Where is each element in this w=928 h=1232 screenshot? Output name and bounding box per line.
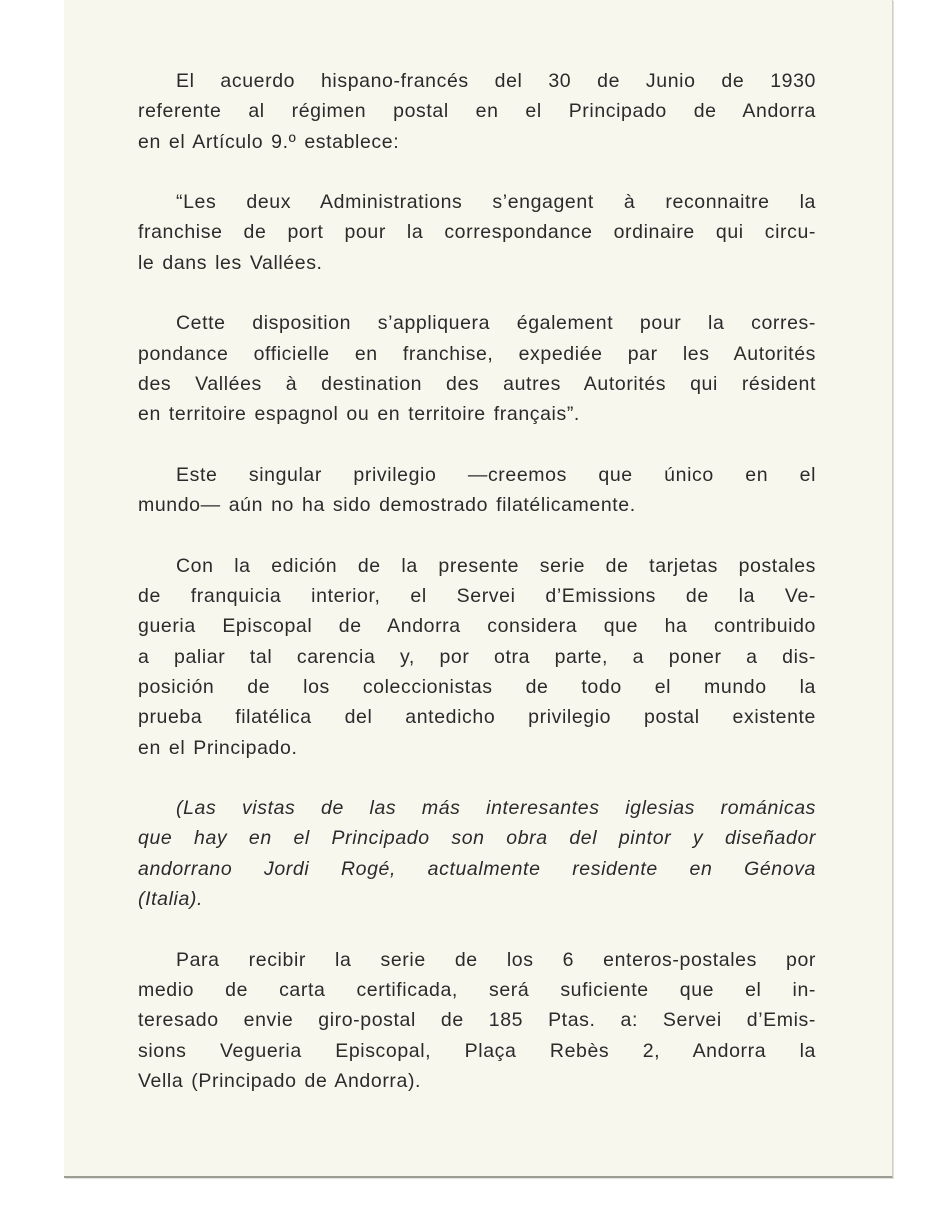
text-line: pondance officielle en franchise, expediée par les Autorités [138,342,816,365]
text-line: andorrano Jordi Rogé, actualmente residente en Génova [138,857,816,880]
text-line: Con la edición de la presente serie de tarjetas postales [176,554,816,577]
paragraph-order-info [138,945,816,1096]
text-line: en el Artículo 9.º establece: [138,130,400,153]
text-line: (Italia). [138,888,203,911]
text-line: le dans les Vallées. [138,251,323,274]
text-line: en el Principado. [138,736,298,759]
text-line: (Las vistas de las más interesantes iglesias románicas [176,797,816,820]
text-line: teresado envie giro-postal de 185 Ptas. a: Servei d’Emis- [138,1009,816,1032]
text-line: sions Vegueria Episcopal, Plaça Rebès 2, Andorra la [138,1039,816,1062]
text-line: a paliar tal carencia y, por otra parte, a poner a dis- [138,645,816,668]
text-line: El acuerdo hispano-francés del 30 de Junio de 1930 [176,70,816,92]
text-line: en territoire espagnol ou en territoire français”. [138,403,580,426]
text-line: Para recibir la serie de los 6 enteros-postales por [176,948,816,971]
paragraph-quote-part-2 [138,308,816,429]
text-line: de franquicia interior, el Servei d’Emissions de la Ve- [138,585,816,608]
text-line: des Vallées à destination des autres Autorités qui résident [138,372,816,395]
text-line: mundo— aún no ha sido demostrado filatélicamente. [138,494,636,517]
paragraph-treaty-intro [138,66,816,157]
text-line: prueba filatélica del antedicho privilegio postal existente [138,706,816,729]
text-line: referente al régimen postal en el Principado de Andorra [138,100,816,123]
text-line: gueria Episcopal de Andorra considera que ha contribuido [138,615,816,638]
text-line: medio de carta certificada, será suficiente que el in- [138,978,816,1001]
text-line: posición de los coleccionistas de todo el mundo la [138,675,816,698]
text-line: franchise de port pour la correspondance ordinaire qui circu- [138,221,816,244]
paragraph-privilege [138,460,816,521]
document-body [138,66,816,1096]
text-line: “Les deux Administrations s’engagent à reconnaitre la [176,191,816,214]
paragraph-quote-part-1 [138,187,816,278]
text-line: que hay en el Principado son obra del pintor y diseñador [138,827,816,850]
paragraph-edition [138,551,816,763]
text-line: Vella (Principado de Andorra). [138,1069,422,1092]
text-line: Este singular privilegio —creemos que único en el [176,463,816,486]
text-line: Cette disposition s’appliquera également pour la corres- [176,312,816,335]
paragraph-artist-note [138,793,816,914]
